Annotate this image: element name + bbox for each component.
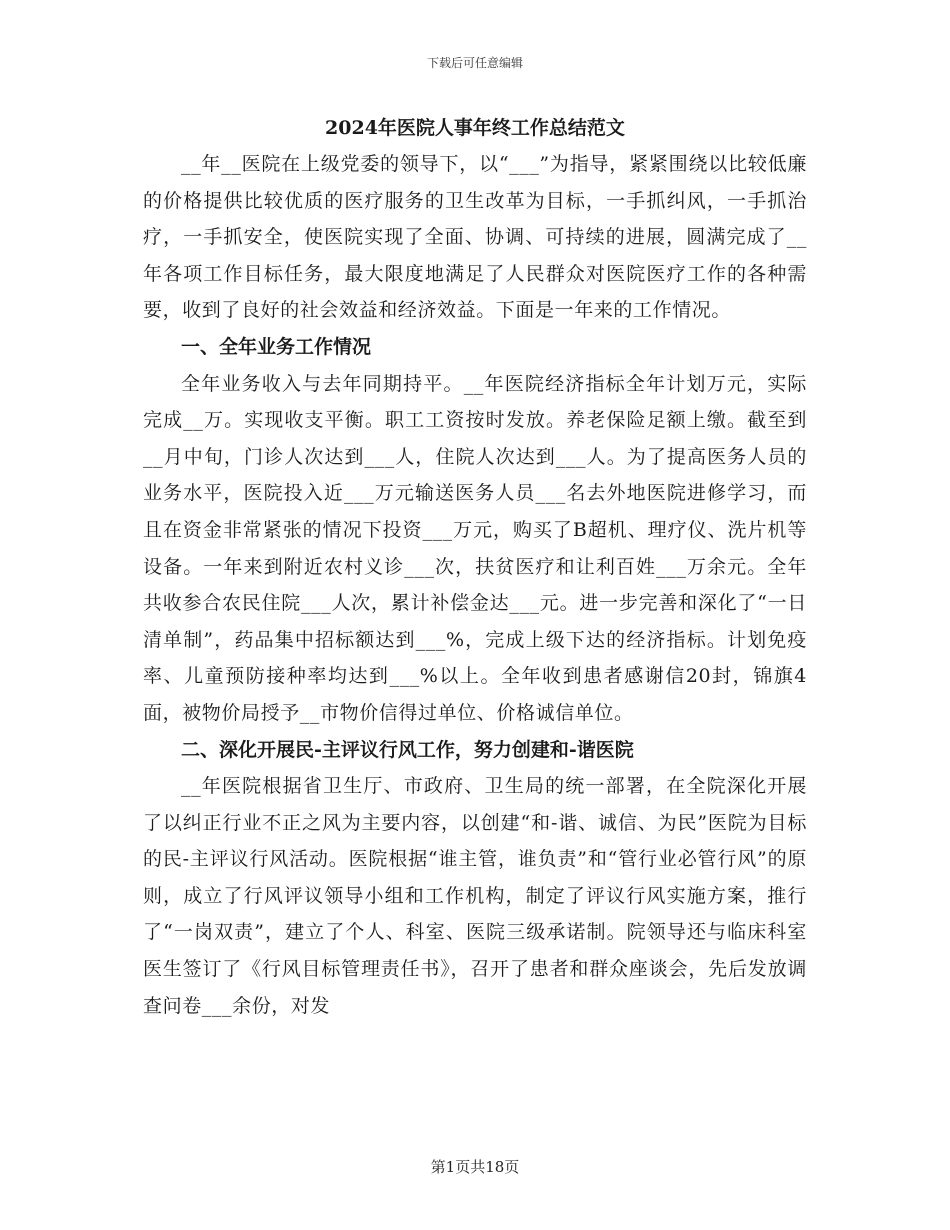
- section-2-paragraph: __年医院根据省卫生厅、市政府、卫生局的统一部署，在全院深化开展了以纠正行业不正之风为主要内容，以创建“和-谐、诚信、为民”医院为目标的民-主评议行风活动。医院根据“谁主管，谁负责”和“管行业必管行风”的原则，成立了行风评议领导小组和工作机构，制定了评议行风实施方案，推行了“一岗双责”，建立了个人、科室、医院三级承诺制。院领导还与临床科室医生签订了《行风目标管理责任书》，召开了患者和群众座谈会，先后发放调查问卷___余份，对发: [143, 775, 807, 1017]
- intro-paragraph: __年__医院在上级党委的领导下，以“___”为指导，紧紧围绕以比较低廉的价格提供比较优质的医疗服务的卫生改革为目标，一手抓纠风，一手抓治疗，一手抓安全，使医院实现了全面、协调、可持续的进展，圆满完成了__年各项工作目标任务，最大限度地满足了人民群众对医院医疗工作的各种需要，收到了良好的社会效益和经济效益。下面是一年来的工作情况。: [143, 153, 807, 322]
- page-number: 第1页共18页: [430, 1158, 520, 1176]
- section-2-heading: 二、深化开展民-主评议行风工作，努力创建和-谐医院: [181, 738, 634, 761]
- document-body: [143, 112, 807, 1024]
- document-title: 2024年医院人事年终工作总结范文: [325, 117, 625, 139]
- section-1-paragraph: 全年业务收入与去年同期持平。__年医院经济指标全年计划万元，实际完成__万。实现收支平衡。职工工资按时发放。养老保险足额上缴。截至到__月中旬，门诊人次达到___人，住院人次达到___人。为了提高医务人员的业务水平，医院投入近___万元输送医务人员___名去外地医院进修学习，而且在资金非常紧张的情况下投资___万元，购买了B超机、理疗仪、洗片机等设备。一年来到附近农村义诊___次，扶贫医疗和让利百姓___万余元。全年共收参合农民住院___人次，累计补偿金达___元。进一步完善和深化了“一日清单制”，药品集中招标额达到___%，完成上级下达的经济指标。计划免疫率、儿童预防接种率均达到___%以上。全年收到患者感谢信20封，锦旗4面，被物价局授予__市物价信得过单位、价格诚信单位。: [143, 372, 807, 724]
- page-header-note: 下载后可任意编辑: [426, 56, 523, 70]
- section-1-heading: 一、全年业务工作情况: [181, 335, 372, 358]
